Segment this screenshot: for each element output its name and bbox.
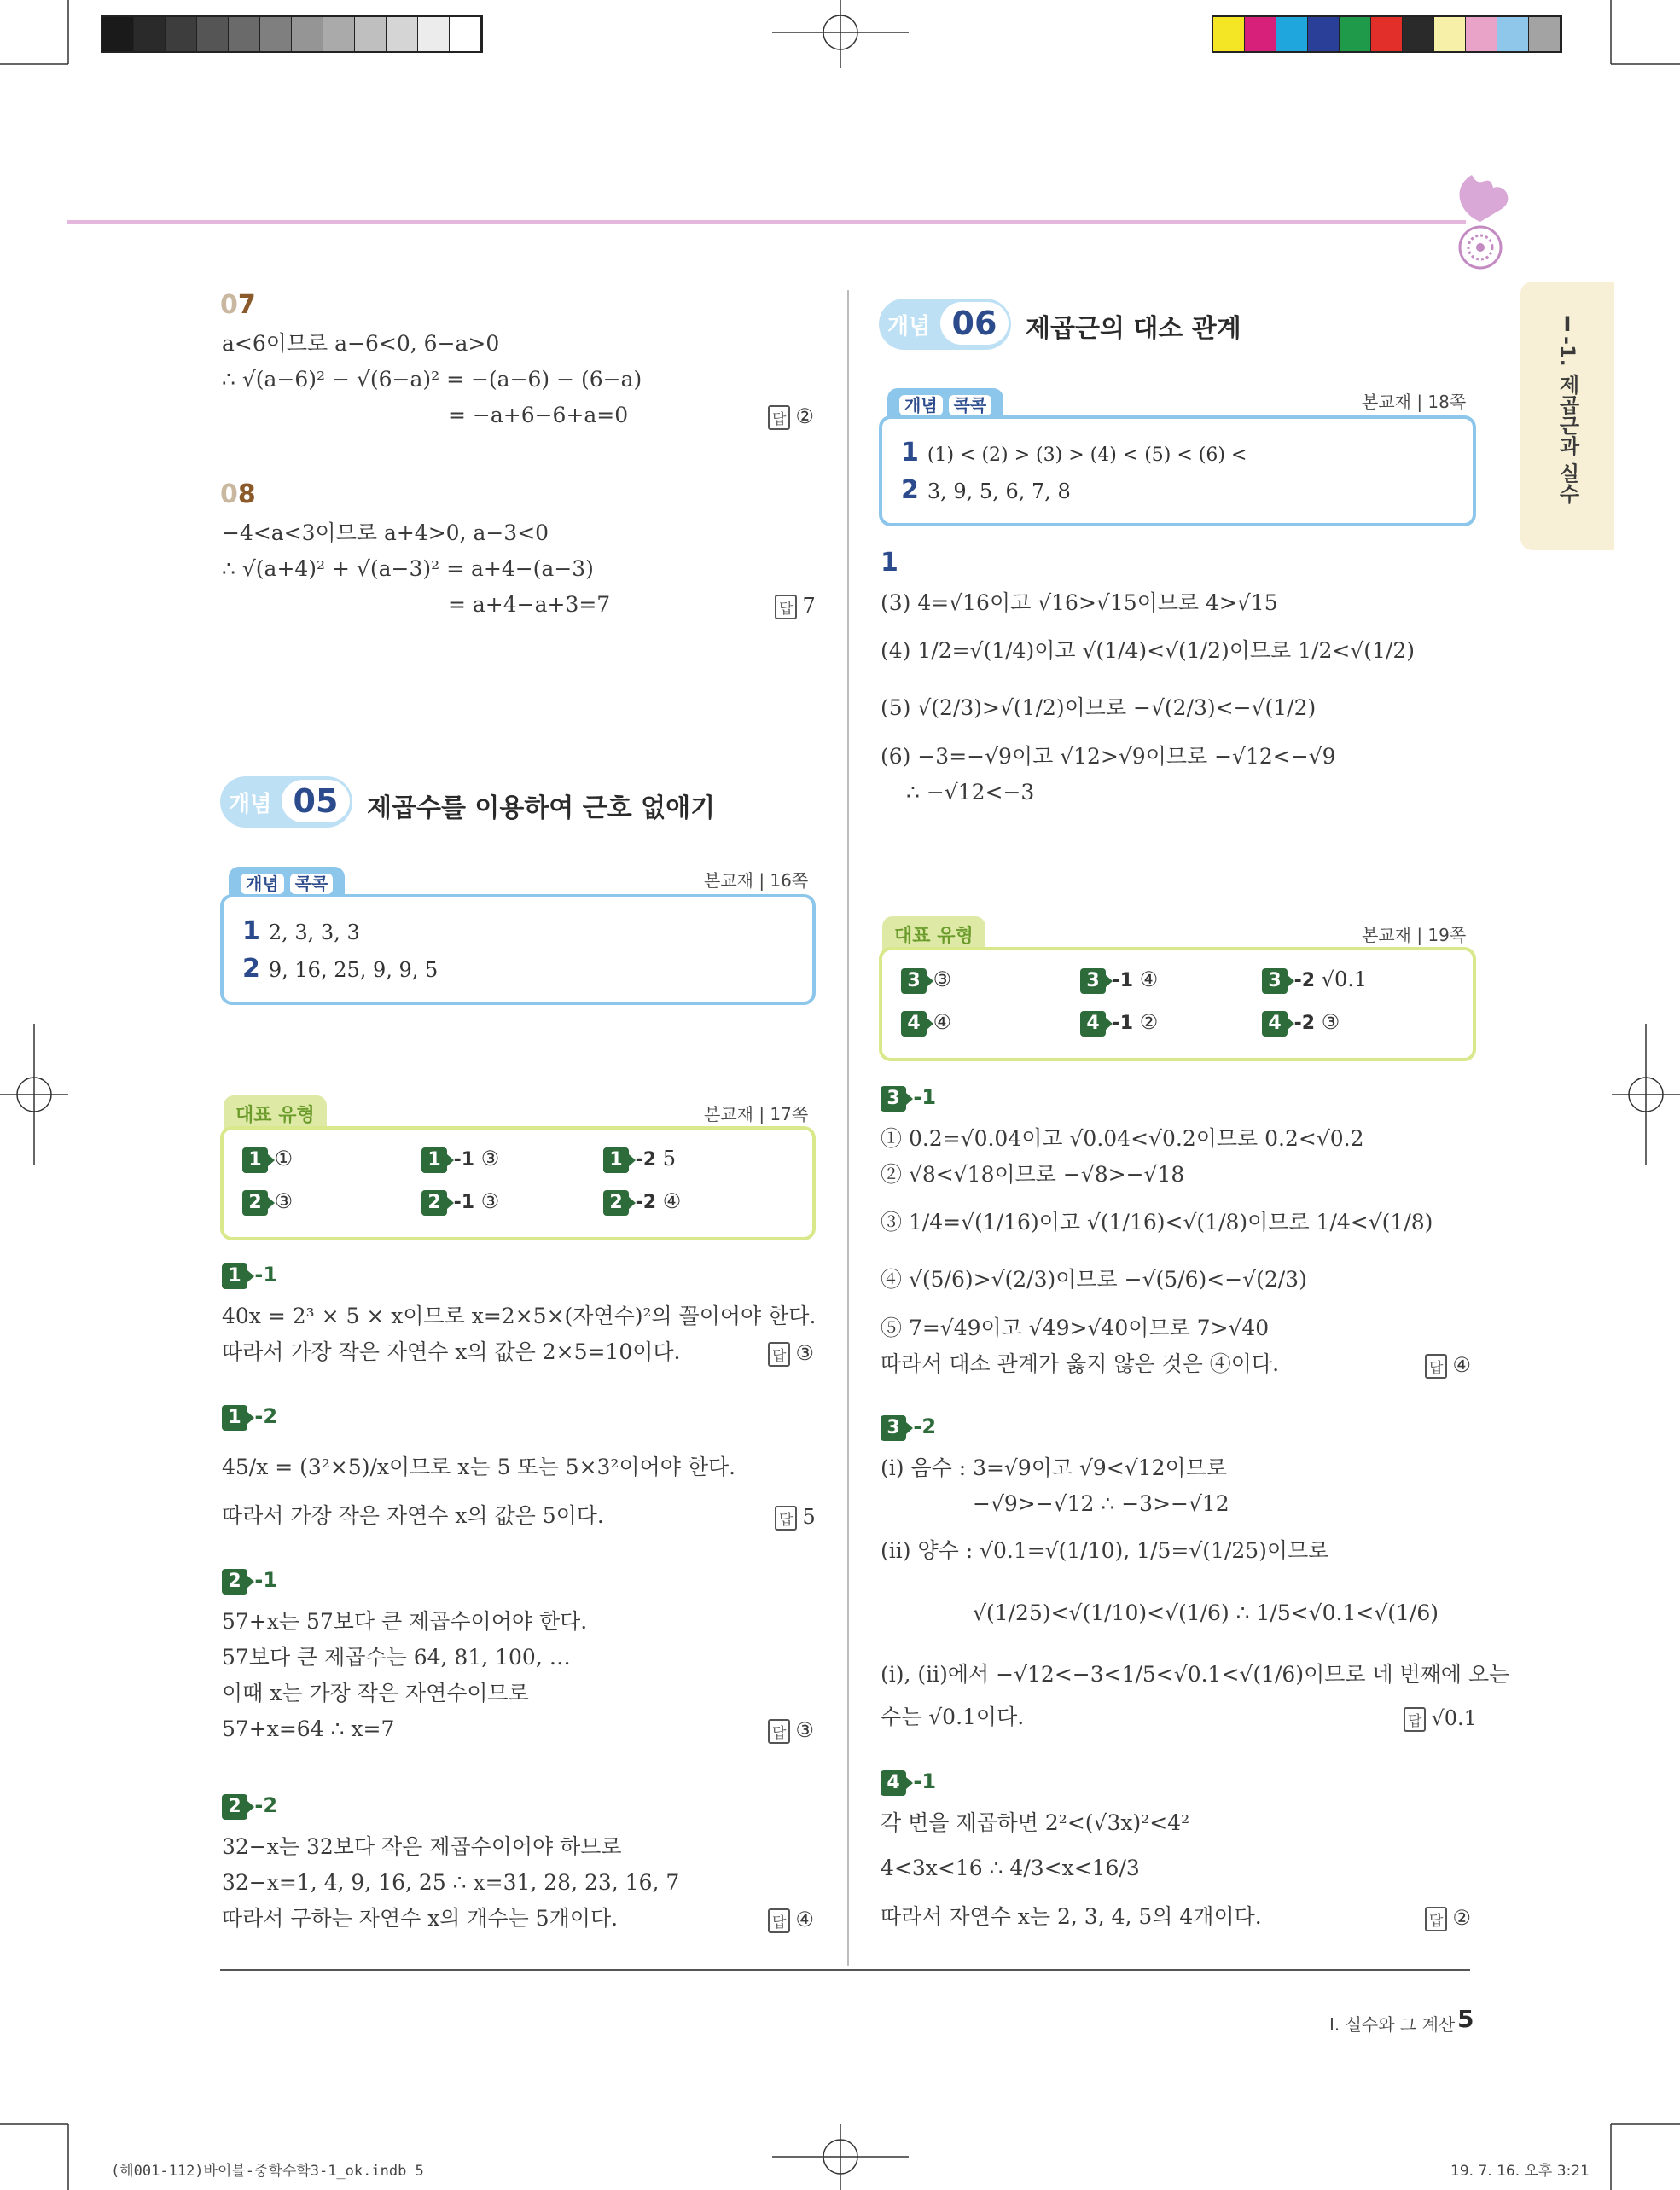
- sol-3-2-line-3: (ⅱ) 양수 : √0.1=√(1/10), 1/5=√(1/25)이므로: [881, 1538, 1329, 1563]
- color-swatch: [260, 17, 292, 51]
- sol-3-1-line-1: ① 0.2=√0.04이고 √0.04<√0.2이므로 0.2<√0.2: [881, 1126, 1364, 1151]
- problem-07-number: 07: [220, 290, 256, 320]
- color-swatch: [1371, 17, 1403, 51]
- header-rule: [67, 220, 1466, 224]
- concept-06-tab: 개념 콕콕: [887, 388, 1003, 417]
- sol-2-2-line-2: 32−x=1, 4, 9, 16, 25 ∴ x=31, 28, 23, 16, 7: [222, 1870, 680, 1895]
- side-tab-label: Ⅰ-1. 제곱근과 실수: [1555, 312, 1579, 504]
- sol-4-1-head: 4 -1: [881, 1769, 936, 1796]
- color-swatch: [418, 17, 450, 51]
- p07-answer: 답 ②: [768, 404, 814, 430]
- concept-06-pill: 개념 06: [879, 299, 1011, 350]
- sol-4-1-line-1: 각 변을 제곱하면 2²<(√3x)²<4²: [881, 1810, 1190, 1835]
- rep-ref-left: 본교재 | 17쪽: [704, 1104, 809, 1124]
- rep-ref-right: 본교재 | 19쪽: [1362, 925, 1467, 945]
- concept-05-tab: 개념 콕콕: [229, 867, 345, 896]
- sol-2-2-line-1: 32−x는 32보다 작은 제곱수이어야 하므로: [222, 1834, 622, 1859]
- sol-4-1-answer: 답 ②: [1425, 1906, 1471, 1931]
- sol-2-2-head: 2 -2: [222, 1793, 277, 1820]
- sol-4-1-line-2: 4<3x<16 ∴ 4/3<x<16/3: [881, 1856, 1140, 1880]
- color-swatch: [134, 17, 166, 51]
- color-swatch: [1245, 17, 1276, 51]
- concept-06-box: 1 (1) < (2) > (3) > (4) < (5) < (6) < 2 3, 9, 5, 6, 7, 8: [879, 415, 1476, 526]
- color-swatch: [229, 17, 260, 51]
- p08-line-3: = a+4−a+3=7: [448, 592, 611, 617]
- color-swatch: [1466, 17, 1497, 51]
- sol-3-2-line-2: −√9>−√12 ∴ −3>−√12: [973, 1491, 1229, 1516]
- sol-2-1-line-1: 57+x는 57보다 큰 제곱수이어야 한다.: [222, 1609, 588, 1634]
- sol-3-1-line-5: ⑤ 7=√49이고 √49>√40이므로 7>√40: [881, 1316, 1270, 1340]
- sol-3-1-line-6: 따라서 대소 관계가 옳지 않은 것은 ④이다.: [881, 1351, 1280, 1376]
- sol-3-2-line-4: √(1/25)<√(1/10)<√(1/6) ∴ 1/5<√0.1<√(1/6): [973, 1600, 1439, 1625]
- footer-section: Ⅰ. 실수와 그 계산: [1329, 2014, 1456, 2035]
- rep-box-left: 1 ① 1 -1 ③ 1 -2 5 2 ③ 2 -1 ③ 2 -2 ④: [220, 1126, 816, 1240]
- concept-05-box: 1 2, 3, 3, 3 2 9, 16, 25, 9, 9, 5: [220, 894, 816, 1005]
- p08-line-2: ∴ √(a+4)² + √(a−3)² = a+4−(a−3): [222, 556, 594, 581]
- side-tab: [1520, 282, 1614, 550]
- flower-ornament-icon: [1442, 162, 1519, 273]
- sol-3-1-line-3: ③ 1/4=√(1/16)이고 √(1/16)<√(1/8)이므로 1/4<√(1/8): [881, 1210, 1433, 1234]
- color-swatch: [1529, 17, 1561, 51]
- rep-box-right: 3 ③ 3 -1 ④ 3 -2 √0.1 4 ④ 4 -1 ② 4 -2 ③: [879, 947, 1476, 1061]
- color-bar: [1212, 15, 1562, 53]
- sol-2-1-answer: 답 ③: [768, 1718, 814, 1744]
- sol-3-2-line-6: 수는 √0.1이다.: [881, 1705, 1025, 1729]
- p08-line-1: −4<a<3이므로 a+4>0, a−3<0: [222, 520, 549, 545]
- color-swatch: [1403, 17, 1434, 51]
- color-swatch: [1308, 17, 1340, 51]
- color-swatch: [1276, 17, 1308, 51]
- sol-2-2-answer: 답 ④: [768, 1908, 814, 1933]
- sol-1-2-line-2: 따라서 가장 작은 자연수 x의 값은 5이다.: [222, 1503, 604, 1528]
- sol-2-1-line-3: 이때 x는 가장 작은 자연수이므로: [222, 1681, 529, 1705]
- sol-3-2-head: 3 -2: [881, 1414, 936, 1441]
- color-swatch: [1213, 17, 1245, 51]
- color-swatch: [355, 17, 387, 51]
- color-swatch: [323, 17, 355, 51]
- concept-05-title: 제곱수를 이용하여 근호 없애기: [367, 793, 716, 823]
- color-swatch: [450, 17, 481, 51]
- color-swatch: [292, 17, 323, 51]
- footer-stamp: 19. 7. 16. 오후 3:21: [1450, 2163, 1590, 2180]
- sol-1-2-answer: 답 5: [775, 1505, 816, 1531]
- sol-3-2-line-5: (ⅰ), (ⅱ)에서 −√12<−3<1/5<√0.1<√(1/6)이므로 네 번째에 오는: [881, 1662, 1510, 1687]
- concept-05-ref: 본교재 | 16쪽: [704, 870, 809, 891]
- color-swatch: [102, 17, 134, 51]
- sol-2-1-head: 2 -1: [222, 1568, 277, 1595]
- sol-2-2-line-3: 따라서 구하는 자연수 x의 개수는 5개이다.: [222, 1906, 619, 1931]
- q1-line-3: (5) √(2/3)>√(1/2)이므로 −√(2/3)<−√(1/2): [881, 695, 1317, 720]
- bottom-rule: [220, 1969, 1470, 1971]
- p07-line-1: a<6이므로 a−6<0, 6−a>0: [222, 331, 500, 356]
- sol-1-1-head: 1 -1: [222, 1263, 277, 1289]
- footer-file: (해001-112)바이블-중학수학3-1_ok.indb 5: [111, 2163, 424, 2180]
- sol-2-1-line-4: 57+x=64 ∴ x=7: [222, 1717, 395, 1741]
- p08-answer: 답 7: [775, 594, 816, 619]
- color-swatch: [166, 17, 197, 51]
- sol-2-1-line-2: 57보다 큰 제곱수는 64, 81, 100, …: [222, 1645, 571, 1670]
- color-swatch: [197, 17, 229, 51]
- rep-tab-right: 대표 유형: [882, 916, 985, 950]
- concept-06-ref: 본교재 | 18쪽: [1362, 392, 1467, 412]
- sol-1-1-answer: 답 ③: [768, 1341, 814, 1367]
- q1-line-5: ∴ −√12<−3: [906, 780, 1035, 805]
- p07-line-2: ∴ √(a−6)² − √(6−a)² = −(a−6) − (6−a): [222, 367, 642, 392]
- rep-tab-left: 대표 유형: [224, 1095, 327, 1130]
- sol-3-1-line-4: ④ √(5/6)>√(2/3)이므로 −√(5/6)<−√(2/3): [881, 1267, 1307, 1292]
- column-divider: [847, 290, 849, 1966]
- sol-4-1-line-3: 따라서 자연수 x는 2, 3, 4, 5의 4개이다.: [881, 1904, 1262, 1929]
- sol-3-2-line-1: (ⅰ) 음수 : 3=√9이고 √9<√12이므로: [881, 1455, 1227, 1480]
- color-swatch: [387, 17, 418, 51]
- problem-08-number: 08: [220, 479, 256, 509]
- sol-3-1-head: 3 -1: [881, 1085, 936, 1112]
- q1-line-4: (6) −3=−√9이고 √12>√9이므로 −√12<−√9: [881, 744, 1336, 769]
- q1-line-1: (3) 4=√16이고 √16>√15이므로 4>√15: [881, 590, 1278, 615]
- color-swatch: [1434, 17, 1466, 51]
- sol-1-2-head: 1 -2: [222, 1404, 277, 1431]
- concept-05-pill: 개념 05: [220, 776, 352, 828]
- color-swatch: [1340, 17, 1371, 51]
- page-number: 5: [1457, 2005, 1474, 2033]
- sol-3-1-line-2: ② √8<√18이므로 −√8>−√18: [881, 1162, 1185, 1187]
- color-swatch: [1497, 17, 1529, 51]
- q1-number: 1: [881, 548, 898, 578]
- sol-1-1-line-1: 40x = 2³ × 5 × x이므로 x=2×5×(자연수)²의 꼴이어야 한다.: [222, 1304, 817, 1328]
- grayscale-bar: [101, 15, 483, 53]
- concept-06-title: 제곱근의 대소 관계: [1026, 314, 1241, 344]
- sol-1-1-line-2: 따라서 가장 작은 자연수 x의 값은 2×5=10이다.: [222, 1339, 681, 1364]
- sol-3-1-answer: 답 ④: [1425, 1353, 1471, 1379]
- sol-1-2-line-1: 45/x = (3²×5)/x이므로 x는 5 또는 5×3²이어야 한다.: [222, 1455, 736, 1479]
- p07-line-3: = −a+6−6+a=0: [448, 403, 629, 427]
- sol-3-2-answer: 답 √0.1: [1404, 1706, 1477, 1732]
- q1-line-2: (4) 1/2=√(1/4)이고 √(1/4)<√(1/2)이므로 1/2<√(1/2): [881, 638, 1415, 663]
